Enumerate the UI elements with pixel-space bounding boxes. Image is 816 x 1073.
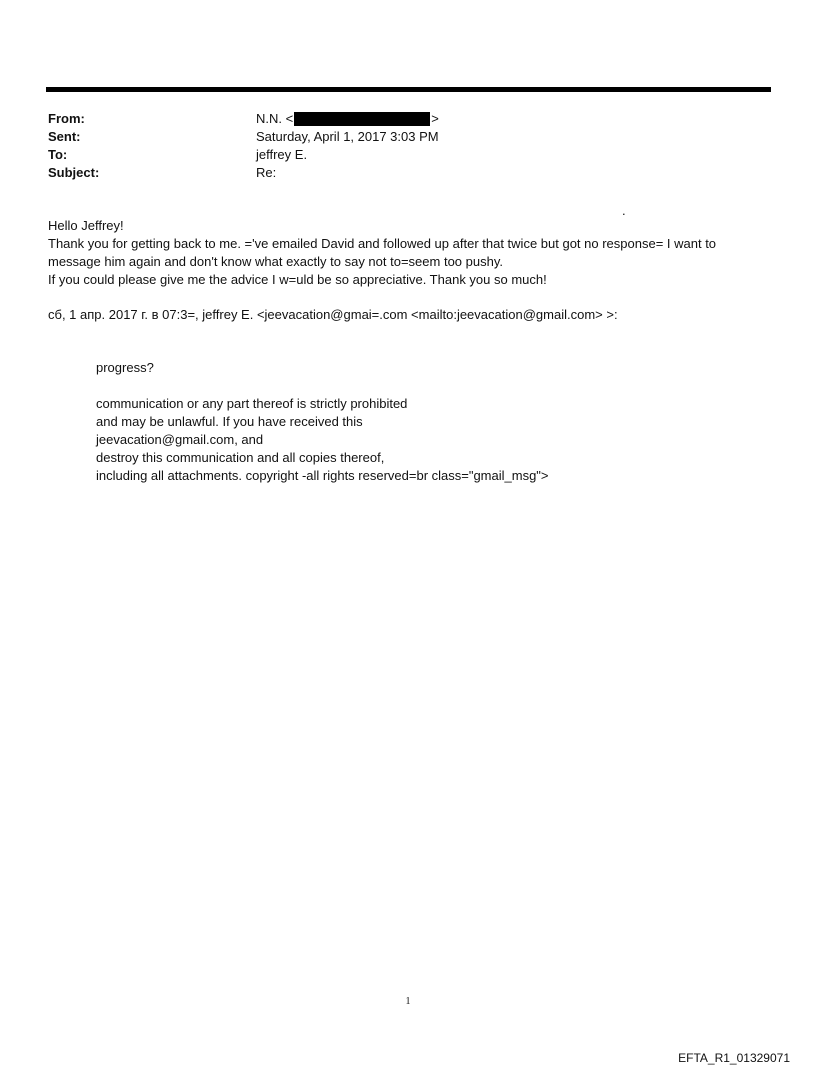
stray-mark: . (622, 203, 626, 218)
to-label: To: (48, 147, 68, 162)
sent-label: Sent: (48, 129, 81, 144)
to-row (48, 146, 439, 164)
body-line-3: If you could please give me the advice I w=uld be so appreciative. Thank you so much! (48, 272, 547, 287)
subject-value: Re: (256, 165, 277, 180)
from-suffix: > (431, 111, 439, 126)
body-line-2: message him again and don't know what exactly to say not to=seem too pushy. (48, 254, 503, 269)
quoted-line-1: progress? (96, 360, 154, 375)
from-prefix: N.N. < (256, 111, 294, 126)
from-row (48, 110, 439, 128)
email-header (48, 110, 439, 182)
from-label: From: (48, 111, 85, 126)
quoted-line-4: jeevacation@gmail.com, and (96, 432, 264, 447)
quoted-message (96, 359, 549, 485)
page-number: 1 (405, 996, 411, 1007)
quoted-line-2: communication or any part thereof is strictly prohibited (96, 396, 408, 411)
header-divider (46, 87, 771, 92)
to-value: jeffrey E. (256, 147, 308, 162)
quoted-line-6: including all attachments. copyright -all rights reserved=br class="gmail_msg"> (96, 468, 549, 483)
subject-row (48, 164, 439, 182)
sent-value: Saturday, April 1, 2017 3:03 PM (256, 129, 439, 144)
quoted-line-3: and may be unlawful. If you have received this (96, 414, 363, 429)
reply-attribution: сб, 1 апр. 2017 г. в 07:3=, jeffrey E. <jeevacation@gmai=.com <mailto:jeevacation@gmail.com> >: (48, 307, 618, 322)
message-body (48, 217, 778, 289)
subject-label: Subject: (48, 165, 100, 180)
greeting: Hello Jeffrey! (48, 218, 124, 233)
document-id: EFTA_R1_01329071 (678, 1051, 790, 1065)
sent-row (48, 128, 439, 146)
body-line-1: Thank you for getting back to me. ='ve emailed David and followed up after that twice but got no response= I want to (48, 236, 717, 251)
redaction-block (294, 112, 430, 126)
from-value (256, 110, 439, 128)
quoted-line-5: destroy this communication and all copies thereof, (96, 450, 385, 465)
